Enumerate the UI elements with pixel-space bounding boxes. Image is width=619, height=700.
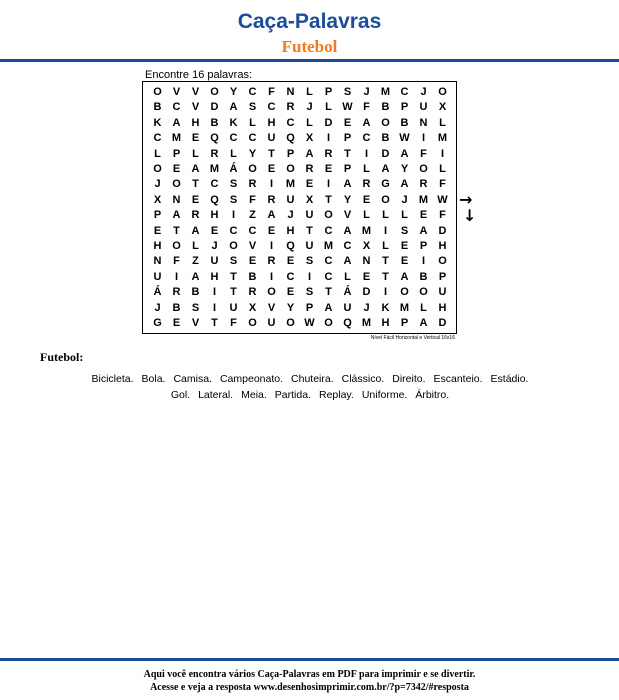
grid-letter: I	[307, 270, 312, 283]
grid-letter: F	[363, 101, 370, 114]
grid-letter: P	[400, 101, 409, 114]
grid-letter: P	[305, 301, 314, 314]
grid-letter: B	[153, 101, 162, 114]
arrow-down-icon: ↓	[463, 206, 477, 225]
grid-letter: A	[191, 270, 200, 283]
grid-letter: Q	[286, 240, 295, 252]
grid-letter: H	[210, 270, 219, 283]
word-item: Lateral.	[198, 389, 234, 401]
grid-letter: Q	[210, 132, 219, 145]
grid-letter: L	[249, 116, 256, 129]
grid-letter: S	[229, 193, 238, 206]
grid-letter: N	[362, 255, 371, 268]
grid-letter: X	[438, 101, 447, 114]
word-item: Campeonato.	[219, 373, 284, 385]
grid-letter: E	[153, 224, 162, 237]
page-subtitle: Futebol	[281, 37, 338, 56]
grid-letter: I	[231, 209, 236, 222]
word-item: Bicicleta.	[91, 373, 134, 385]
grid-letter: G	[153, 317, 162, 329]
grid-letter: O	[438, 255, 447, 268]
grid-letter: J	[401, 193, 408, 206]
grid-letter: I	[269, 270, 274, 283]
grid-letter: C	[153, 132, 162, 145]
grid-letter: T	[211, 317, 218, 329]
grid-letter: H	[438, 301, 447, 314]
grid-letter: A	[343, 178, 352, 191]
grid-letter: R	[248, 178, 257, 191]
grid-letter: Y	[400, 163, 409, 175]
grid-letter: B	[381, 101, 390, 114]
grid-letter: L	[363, 209, 370, 222]
grid-letter: O	[381, 193, 390, 206]
grid-letter: O	[419, 163, 428, 175]
word-item: Partida.	[274, 389, 311, 401]
grid-letter: L	[382, 209, 389, 222]
grid-letter: C	[267, 101, 276, 114]
grid-letter: R	[305, 163, 314, 175]
grid-letter: M	[171, 132, 182, 145]
grid-letter: E	[191, 193, 200, 206]
grid-letter: F	[173, 255, 180, 268]
grid-letter: Z	[192, 255, 199, 268]
grid-letter: V	[267, 301, 276, 314]
grid-letter: D	[381, 147, 390, 160]
grid-letter: N	[286, 86, 295, 98]
grid-letter: E	[400, 255, 409, 268]
grid-letter: Á	[229, 163, 238, 175]
grid-letter: E	[286, 255, 295, 268]
grid-letter: J	[363, 86, 370, 98]
grid-letter: U	[286, 193, 295, 206]
grid-letter: T	[344, 147, 351, 160]
grid-letter: T	[230, 286, 237, 299]
grid-letter: W	[342, 101, 353, 114]
word-item: Gol.	[170, 389, 191, 401]
grid-letter: V	[191, 101, 200, 114]
grid-letter: A	[419, 317, 428, 329]
grid-letter: H	[191, 116, 200, 129]
grid-letter: P	[286, 147, 295, 160]
grid-letter: A	[400, 270, 409, 283]
grid-letter: I	[440, 147, 445, 160]
grid-letter: E	[267, 163, 276, 175]
word-item: Direito.	[392, 373, 426, 385]
grid-letter: U	[267, 317, 276, 329]
word-item: Clássico.	[341, 373, 385, 385]
word-item: Escanteio.	[433, 373, 483, 385]
grid-letter: Y	[286, 301, 295, 314]
grid-letter: M	[437, 132, 448, 145]
grid-letter: C	[324, 255, 333, 268]
grid-letter: S	[229, 255, 238, 268]
grid-letter: S	[191, 301, 200, 314]
grid-letter: N	[172, 193, 181, 206]
grid-letter: C	[229, 132, 238, 145]
grid-letter: T	[192, 178, 199, 191]
grid-letter: X	[362, 240, 371, 252]
grid-letter: T	[325, 286, 332, 299]
grid-letter: I	[326, 132, 331, 145]
page-title: Caça-Palavras	[237, 10, 382, 33]
grid-letter: R	[267, 193, 276, 206]
grid-letter: J	[306, 101, 313, 114]
arrow-right-icon: →	[459, 190, 473, 209]
grid-letter: O	[324, 317, 333, 329]
grid-letter: L	[192, 240, 199, 252]
grid-letter: K	[229, 116, 238, 129]
grid-letter: L	[306, 116, 313, 129]
grid-letter: O	[248, 163, 257, 175]
grid-letter: F	[439, 209, 446, 222]
grid-letter: K	[381, 301, 390, 314]
grid-letter: U	[438, 286, 447, 299]
grid-letter: Y	[229, 86, 238, 98]
grid-letter: P	[172, 147, 181, 160]
grid-letter: U	[229, 301, 238, 314]
grid-letter: D	[362, 286, 371, 299]
grid-letter: S	[343, 86, 352, 98]
grid-letter: R	[191, 209, 200, 222]
grid-letter: J	[211, 240, 218, 252]
top-divider	[0, 59, 619, 62]
grid-letter: B	[191, 286, 200, 299]
grid-letter: L	[306, 86, 313, 98]
grid-letter: R	[362, 178, 371, 191]
grid-letter: P	[438, 270, 447, 283]
grid-letter: W	[399, 132, 410, 145]
grid-letter: B	[210, 116, 219, 129]
word-item: Camisa.	[173, 373, 212, 385]
grid-letter: J	[420, 86, 427, 98]
grid-letter: S	[248, 101, 257, 114]
grid-letter: V	[172, 86, 181, 98]
word-list-heading: Futebol:	[40, 350, 84, 364]
grid-letter: O	[324, 209, 333, 222]
grid-letter: V	[343, 209, 352, 222]
grid-letter: L	[439, 116, 446, 129]
word-item: Meia.	[241, 389, 267, 401]
grid-letter: C	[248, 224, 257, 237]
grid-letter: B	[172, 301, 181, 314]
grid-letter: S	[400, 224, 409, 237]
grid-letter: A	[172, 116, 181, 129]
grid-letter: U	[153, 270, 162, 283]
grid-letter: P	[400, 317, 409, 329]
grid-letter: I	[212, 301, 217, 314]
grid-letter: A	[172, 209, 181, 222]
grid-letter: D	[210, 101, 219, 114]
grid-letter: I	[174, 270, 179, 283]
grid-letter: A	[419, 224, 428, 237]
grid-letter: C	[172, 101, 181, 114]
grid-letter: C	[210, 178, 219, 191]
grid-letter: J	[154, 178, 161, 191]
grid-letter: T	[382, 255, 389, 268]
grid-letter: T	[306, 224, 313, 237]
grid-letter: E	[286, 286, 295, 299]
puzzle-instruction: Encontre 16 palavras:	[145, 69, 253, 81]
grid-letter: O	[286, 317, 295, 329]
grid-letter: C	[324, 224, 333, 237]
grid-letter: M	[380, 86, 391, 98]
grid-letter: B	[381, 132, 390, 145]
grid-letter: O	[400, 286, 409, 299]
grid-letter: A	[400, 178, 409, 191]
grid-letter: E	[324, 163, 333, 175]
grid-letter: Q	[210, 193, 219, 206]
word-item: Uniforme.	[361, 389, 408, 401]
grid-letter: J	[287, 209, 294, 222]
word-list-line-1	[30, 373, 590, 385]
grid-letter: S	[229, 178, 238, 191]
grid-letter: A	[267, 209, 276, 222]
grid-letter: P	[324, 86, 333, 98]
grid-letter: L	[420, 301, 427, 314]
grid-letter: X	[153, 193, 162, 206]
difficulty-label: Nível Fácil Horizontal e Vertical 16x16	[370, 335, 455, 341]
word-item: Chuteira.	[291, 373, 334, 385]
grid-letter: A	[191, 224, 200, 237]
grid-letter: H	[286, 224, 295, 237]
grid-letter: E	[267, 224, 276, 237]
grid-letter: E	[248, 255, 257, 268]
grid-letter: P	[343, 132, 352, 145]
grid-letter: O	[153, 163, 162, 175]
grid-letter: N	[419, 116, 428, 129]
grid-letter: F	[439, 178, 446, 191]
grid-letter: L	[154, 147, 161, 160]
grid-letter: A	[362, 116, 371, 129]
grid-letter: L	[192, 147, 199, 160]
grid-letter: C	[248, 132, 257, 145]
grid-letter: T	[268, 147, 275, 160]
grid-letter: C	[286, 116, 295, 129]
grid-letter: L	[325, 101, 332, 114]
grid-letter: S	[305, 286, 314, 299]
grid-letter: P	[153, 209, 162, 222]
grid-letter: H	[210, 209, 219, 222]
grid-letter: E	[172, 163, 181, 175]
grid-letter: X	[305, 132, 314, 145]
word-item: Estádio.	[490, 373, 529, 385]
word-item: Bola.	[141, 373, 166, 385]
grid-letter: A	[343, 224, 352, 237]
grid-letter: E	[362, 193, 371, 206]
grid-letter: M	[209, 163, 220, 175]
grid-letter: O	[438, 86, 447, 98]
grid-letter: H	[267, 116, 276, 129]
grid-letter: Q	[286, 132, 295, 145]
grid-letter: A	[229, 101, 238, 114]
grid-letter: W	[304, 317, 315, 329]
grid-letter: O	[210, 86, 219, 98]
grid-letter: L	[230, 147, 237, 160]
grid-letter: A	[191, 163, 200, 175]
grid-letter: U	[305, 240, 314, 252]
grid-letter: C	[400, 86, 409, 98]
grid-letter: I	[326, 178, 331, 191]
grid-letter: P	[343, 163, 352, 175]
grid-letter: E	[305, 178, 314, 191]
grid-letter: Á	[343, 286, 352, 299]
grid-letter: R	[172, 286, 181, 299]
grid-letter: A	[343, 255, 352, 268]
grid-letter: O	[153, 86, 162, 98]
grid-letter: G	[381, 178, 390, 191]
grid-letter: U	[305, 209, 314, 222]
grid-letter: I	[383, 286, 388, 299]
grid-letter: X	[305, 193, 314, 206]
grid-letter: Z	[249, 209, 256, 222]
grid-letter: F	[249, 193, 256, 206]
grid-letter: U	[343, 301, 352, 314]
grid-letter: C	[343, 240, 352, 252]
grid-letter: F	[420, 147, 427, 160]
grid-letter: B	[400, 116, 409, 129]
grid-letter: C	[324, 270, 333, 283]
grid-letter: E	[343, 116, 352, 129]
grid-letter: C	[362, 132, 371, 145]
grid-letter: P	[419, 240, 428, 252]
grid-letter: T	[230, 270, 237, 283]
grid-letter: D	[438, 224, 447, 237]
grid-letter: O	[172, 178, 181, 191]
grid-letter: D	[438, 317, 447, 329]
word-item: Árbitro.	[415, 389, 450, 401]
grid-letter: H	[438, 240, 447, 252]
grid-letter: A	[381, 163, 390, 175]
grid-letter: R	[286, 101, 295, 114]
grid-letter: L	[401, 209, 408, 222]
grid-letter: J	[154, 301, 161, 314]
grid-letter: E	[210, 224, 219, 237]
grid-letter: B	[248, 270, 257, 283]
grid-letter: M	[399, 301, 410, 314]
grid-letter: N	[153, 255, 162, 268]
grid-letter: H	[153, 240, 162, 252]
grid-letter: C	[286, 270, 295, 283]
grid-letter: I	[383, 224, 388, 237]
grid-letter: E	[362, 270, 371, 283]
grid-letter: B	[419, 270, 428, 283]
grid-letter: V	[191, 317, 200, 329]
grid-letter: V	[191, 86, 200, 98]
footer-line-1: Aqui você encontra vários Caça-Palavras em PDF para imprimir e se divertir.	[143, 669, 476, 680]
grid-letter: F	[230, 317, 237, 329]
grid-letter: U	[267, 132, 276, 145]
grid-letter: O	[172, 240, 181, 252]
grid-letter: A	[324, 301, 333, 314]
grid-letter: R	[267, 255, 276, 268]
grid-letter: T	[382, 270, 389, 283]
grid-letter: O	[381, 116, 390, 129]
grid-letter: O	[229, 240, 238, 252]
grid-letter: L	[363, 163, 370, 175]
grid-letter: L	[382, 240, 389, 252]
grid-letter: C	[248, 86, 257, 98]
grid-letter: D	[324, 116, 333, 129]
grid-letter: M	[285, 178, 296, 191]
grid-letter: R	[210, 147, 219, 160]
grid-letter: K	[153, 116, 162, 129]
grid-letter: A	[305, 147, 314, 160]
word-item: Replay.	[318, 389, 354, 401]
grid-letter: H	[381, 317, 390, 329]
grid-letter: M	[418, 193, 429, 206]
grid-letter: U	[419, 101, 428, 114]
grid-letter: T	[173, 224, 180, 237]
word-list-line-2	[30, 389, 590, 401]
word-search-grid	[142, 81, 457, 334]
grid-letter: Á	[153, 286, 162, 299]
footer-line-2: Acesse e veja a resposta www.desenhosimprimir.com.br/?p=7342/#resposta	[150, 682, 469, 693]
grid-letter: E	[191, 132, 200, 145]
grid-letter: R	[324, 147, 333, 160]
grid-letter: Y	[343, 193, 352, 206]
grid-letter: R	[419, 178, 428, 191]
grid-letter: R	[248, 286, 257, 299]
grid-letter: L	[344, 270, 351, 283]
grid-letter: I	[421, 132, 426, 145]
grid-letter: T	[325, 193, 332, 206]
grid-letter: O	[248, 317, 257, 329]
grid-letter: Y	[248, 147, 257, 160]
grid-letter: S	[305, 255, 314, 268]
grid-letter: O	[267, 286, 276, 299]
grid-letter: J	[363, 301, 370, 314]
grid-letter: W	[437, 193, 448, 206]
grid-letter: U	[210, 255, 219, 268]
grid-letter: I	[364, 147, 369, 160]
grid-letter: F	[268, 86, 275, 98]
grid-letter: Q	[343, 317, 352, 329]
grid-letter: I	[212, 286, 217, 299]
grid-letter: I	[421, 255, 426, 268]
bottom-divider	[0, 658, 619, 661]
grid-letter: E	[419, 209, 428, 222]
grid-letter: L	[439, 163, 446, 175]
grid-letter: E	[400, 240, 409, 252]
grid-letter: M	[361, 224, 372, 237]
grid-letter: I	[269, 178, 274, 191]
grid-letter: M	[361, 317, 372, 329]
grid-letter: C	[229, 224, 238, 237]
grid-letter: I	[269, 240, 274, 252]
grid-letter: O	[286, 163, 295, 175]
grid-letter: A	[400, 147, 409, 160]
grid-letter: V	[248, 240, 257, 252]
grid-letter: M	[323, 240, 334, 252]
grid-letter: E	[172, 317, 181, 329]
grid-letter: O	[419, 286, 428, 299]
grid-letter: X	[248, 301, 257, 314]
